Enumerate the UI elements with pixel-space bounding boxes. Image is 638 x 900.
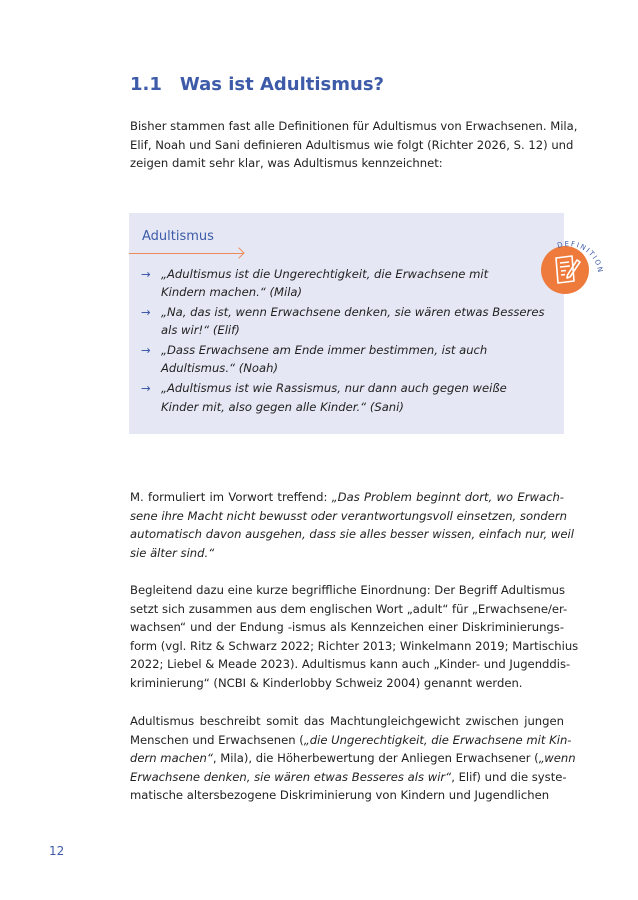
definition-item [141, 379, 545, 416]
intro-paragraph [130, 117, 578, 173]
text-line [130, 544, 564, 563]
text-segment: kriminierung“ (NCBI & Kinderlobby Schweiz 2004) genannt werden. [130, 675, 523, 690]
definition-item [141, 341, 545, 378]
text-segment: , Mila), die Höherbewertung der Anliegen Erwachsener ( [212, 751, 539, 766]
text-line [130, 786, 564, 805]
text-line [130, 731, 572, 750]
definition-item-line: als wir!“ (Elif) [161, 323, 240, 338]
text-line [130, 674, 564, 693]
text-segment: wachsen“ und der Endung -ismus als Kennzeichen einer Diskriminierungs- [130, 620, 564, 635]
text-segment: „wenn [538, 751, 576, 766]
text-segment: setzt sich zusammen aus dem englischen Wort „adult“ für „Erwachsene/er- [130, 601, 568, 616]
text-line [130, 525, 574, 544]
arrow-bullet-icon: → [141, 343, 151, 358]
text-segment: Begleitend dazu eine kurze begriffliche Einordnung: Der Begriff Adultismus [130, 583, 566, 597]
text-line [130, 749, 576, 768]
text-segment: Bisher stammen fast alle Definitionen für Adultismus von Erwachsenen. Mila, [130, 119, 578, 133]
text-line [130, 637, 579, 656]
text-segment: M. formuliert im Vorwort treffend: [130, 490, 332, 504]
text-segment: Elif, Noah und Sani definieren Adultismus wie folgt (Richter 2026, S. 12) und [130, 137, 574, 152]
text-segment: 2022; Liebel & Meade 2023). Adultismus kann auch „Kinder- und Jugenddis- [130, 657, 571, 672]
section-heading [130, 74, 384, 95]
arrow-bullet-icon: → [141, 305, 151, 320]
text-segment: zeigen damit sehr klar, was Adultismus kennzeichnet: [130, 156, 443, 171]
definition-badge-label [536, 238, 606, 308]
text-line [130, 712, 564, 731]
svg-text:DEFINITION: DEFINITION [556, 240, 605, 275]
text-line [130, 618, 564, 637]
text-segment: Erwachsene denken, sie wären etwas Besseres als wir“ [130, 769, 452, 784]
definition-item-line: Kinder mit, also gegen alle Kinder.“ (Sani) [161, 399, 404, 414]
text-line [130, 488, 564, 507]
text-line [130, 507, 568, 526]
page-number: 12 [49, 844, 65, 858]
text-segment: Menschen und Erwachsenen ( [130, 732, 304, 747]
definition-list [141, 265, 545, 417]
definition-item [141, 265, 545, 302]
text-segment: automatisch davon ausgehen, dass sie alles besser wissen, einfach nur, weil [130, 527, 574, 542]
text-segment: sie älter sind.“ [130, 545, 215, 560]
definition-title: Adultismus [142, 229, 214, 244]
definition-item-line: „Adultismus ist die Ungerechtigkeit, die Erwachsene mit [161, 267, 489, 281]
definition-box [129, 213, 564, 434]
definition-item-line: „Dass Erwachsene am Ende immer bestimmen, ist auch [161, 343, 488, 358]
text-segment: matische altersbezogene Diskriminierung von Kindern und Jugendlichen [130, 788, 550, 803]
paragraph [130, 712, 576, 805]
definition-item-line: Kindern machen.“ (Mila) [161, 285, 303, 300]
text-line [130, 117, 578, 136]
text-line [130, 136, 574, 155]
section-number: 1.1 [130, 74, 162, 95]
text-line [130, 655, 571, 674]
definition-item-line: Adultismus.“ (Noah) [161, 361, 278, 376]
arrow-bullet-icon: → [141, 381, 151, 396]
text-line [130, 768, 567, 787]
text-segment: dern machen“ [130, 751, 213, 766]
text-segment: sene ihre Macht nicht bewusst oder verantwortungsvoll einsetzen, sondern [130, 508, 568, 523]
text-segment: Adultismus beschreibt somit das Machtungleichgewicht zwischen jungen [130, 714, 564, 728]
definition-item-line: „Adultismus ist wie Rassismus, nur dann auch gegen weiße [161, 381, 507, 396]
definition-item-line: „Na, das ist, wenn Erwachsene denken, sie wären etwas Besseres [161, 305, 545, 320]
text-segment: form (vgl. Ritz & Schwarz 2022; Richter 2013; Winkelmann 2019; Martischius [130, 638, 579, 653]
definition-item [141, 303, 545, 340]
text-line [130, 600, 568, 619]
arrow-line-icon [129, 253, 243, 254]
text-line [130, 581, 564, 600]
text-segment: „Das Problem beginnt dort, wo Erwach- [331, 490, 564, 504]
paragraph [130, 488, 574, 562]
text-line [130, 154, 564, 173]
text-segment: , Elif) und die syste- [451, 769, 567, 784]
arrow-bullet-icon: → [141, 267, 151, 281]
paragraph [130, 581, 579, 693]
text-segment: „die Ungerechtigkeit, die Erwachsene mit Kin- [303, 732, 572, 747]
section-title: Was ist Adultismus? [179, 74, 384, 95]
